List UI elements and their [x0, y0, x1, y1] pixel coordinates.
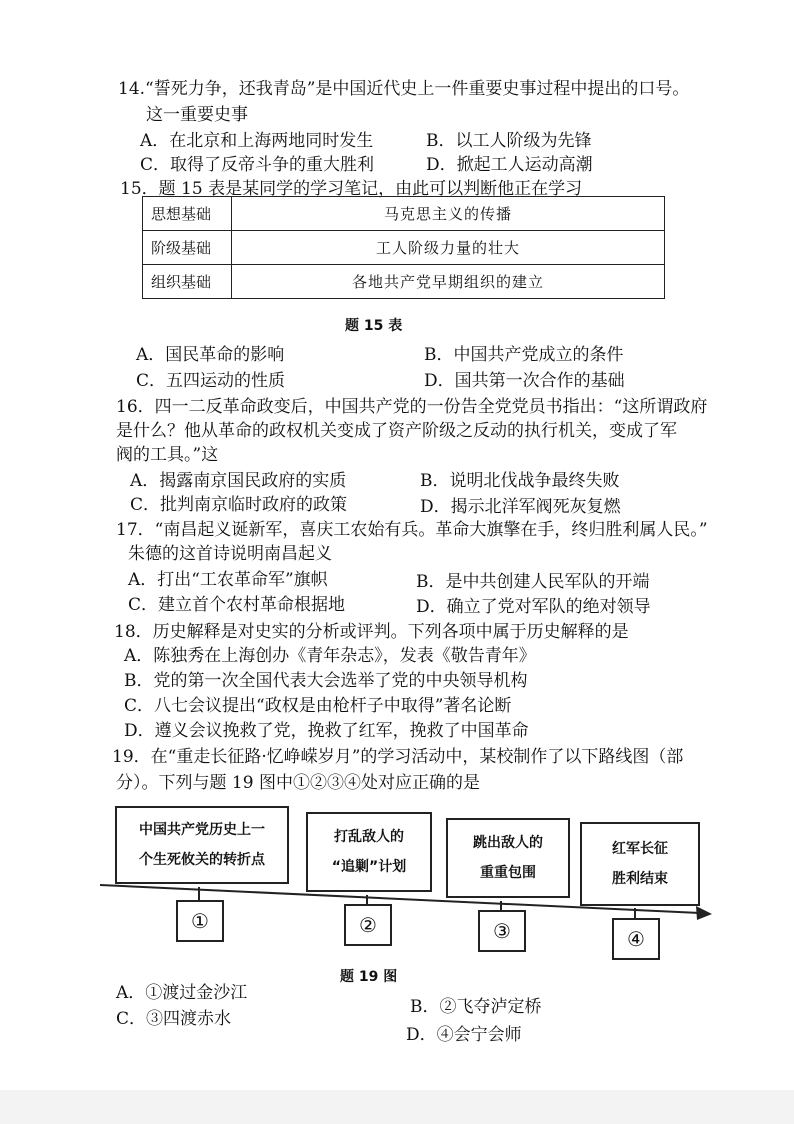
route-connector-4 — [634, 908, 636, 918]
route-connector-1 — [198, 887, 200, 901]
route-box-4-line2: 胜利结束 — [612, 871, 668, 887]
q18-stem: 18．历史解释是对史实的分析或评判。下列各项中属于历史解释的是 — [114, 622, 629, 642]
q17-option-c: C．建立首个农村革命根据地 — [128, 595, 346, 615]
route-box-1-line1: 中国共产党历史上一 — [139, 822, 265, 838]
route-box-2-line1: 打乱敌人的 — [334, 829, 404, 845]
table-15-caption: 题 15 表 — [345, 318, 403, 334]
route-box-3-line2: 重重包围 — [480, 865, 536, 881]
route-box-1 — [115, 806, 289, 884]
q16-option-b: B．说明北伐战争最终失败 — [420, 471, 620, 491]
table-cell-key: 阶级基础 — [143, 231, 232, 265]
table-cell-key: 思想基础 — [143, 197, 232, 231]
q17-stem-line2: 朱德的这首诗说明南昌起义 — [128, 544, 332, 564]
q18-option-d: D．遵义会议挽救了党，挽救了红军，挽救了中国革命 — [124, 721, 529, 741]
route-box-2 — [306, 812, 432, 892]
figure-19-caption: 题 19 图 — [340, 969, 398, 985]
q15-option-a: A．国民革命的影响 — [136, 345, 285, 365]
q17-stem-line1: 17．“南昌起义诞新军，喜庆工农始有兵。革命大旗擎在手，终归胜利属人民。” — [116, 520, 708, 540]
route-box-2-line2: “追剿”计划 — [331, 859, 407, 875]
q19-stem-line1: 19．在“重走长征路·忆峥嵘岁月”的学习活动中，某校制作了以下路线图（部 — [112, 747, 684, 767]
q19-stem-line2: 分）。下列与题 19 图中①②③④处对应正确的是 — [116, 773, 480, 793]
q14-option-c: C．取得了反帝斗争的重大胜利 — [140, 155, 375, 175]
route-box-4 — [580, 822, 700, 906]
q14-option-a: A．在北京和上海两地同时发生 — [140, 131, 374, 151]
q16-option-c: C．批判南京临时政府的政策 — [130, 495, 348, 515]
q19-option-b: B．②飞夺泸定桥 — [410, 997, 542, 1017]
q14-option-d: D．掀起工人运动高潮 — [426, 155, 593, 175]
q19-option-a: A．①渡过金沙江 — [116, 983, 248, 1003]
q15-option-d: D．国共第一次合作的基础 — [424, 371, 625, 391]
page-bottom-margin — [0, 1090, 794, 1124]
q15-stem: 15．题 15 表是某同学的学习笔记，由此可以判断他正在学习 — [120, 179, 583, 199]
q15-option-b: B．中国共产党成立的条件 — [424, 345, 624, 365]
q14-option-b: B．以工人阶级为先锋 — [426, 131, 592, 151]
table-cell-key: 组织基础 — [143, 265, 232, 299]
q15-option-c: C．五四运动的性质 — [136, 371, 286, 391]
table-cell-value: 工人阶级力量的壮大 — [232, 231, 665, 265]
q16-option-a: A．揭露南京国民政府的实质 — [130, 471, 347, 491]
timeline-arrowhead — [696, 906, 712, 920]
route-box-4-line1: 红军长征 — [612, 841, 668, 857]
route-box-3 — [446, 818, 570, 898]
q14-stem-line2: 这一重要史事 — [146, 105, 248, 125]
q17-option-d: D．确立了党对军队的绝对领导 — [416, 597, 651, 617]
route-box-3-line1: 跳出敌人的 — [473, 835, 543, 851]
q17-option-a: A．打出“工农革命军”旗帜 — [128, 570, 328, 590]
q16-option-d: D．揭示北洋军阀死灰复燃 — [420, 497, 621, 517]
q14-stem-line1: 14.“誓死力争，还我青岛”是中国近代史上一件重要史事过程中提出的口号。 — [118, 79, 690, 99]
table-cell-value: 马克思主义的传播 — [232, 197, 665, 231]
q19-option-d: D．④会宁会师 — [406, 1025, 522, 1045]
q19-option-c: C．③四渡赤水 — [116, 1009, 232, 1029]
q18-option-b: B．党的第一次全国代表大会选举了党的中央领导机构 — [124, 671, 528, 691]
table-cell-value: 各地共产党早期组织的建立 — [232, 265, 665, 299]
route-box-1-line2: 个生死攸关的转折点 — [139, 852, 265, 868]
q16-stem-line2: 是什么？他从革命的政权机关变成了资产阶级之反动的执行机关，变成了军 — [116, 421, 677, 441]
route-marker-2: ② — [344, 904, 392, 946]
route-marker-1: ① — [176, 900, 224, 942]
q18-option-a: A．陈独秀在上海创办《青年杂志》，发表《敬告青年》 — [124, 646, 536, 666]
route-marker-4: ④ — [612, 918, 660, 960]
q17-option-b: B．是中共创建人民军队的开端 — [416, 572, 650, 592]
route-marker-3: ③ — [478, 910, 526, 952]
q18-option-c: C．八七会议提出“政权是由枪杆子中取得”著名论断 — [124, 696, 512, 716]
q16-stem-line1: 16．四一二反革命政变后，中国共产党的一份告全党党员书指出：“这所谓政府 — [116, 397, 708, 417]
q16-stem-line3: 阀的工具。”这 — [116, 445, 219, 465]
